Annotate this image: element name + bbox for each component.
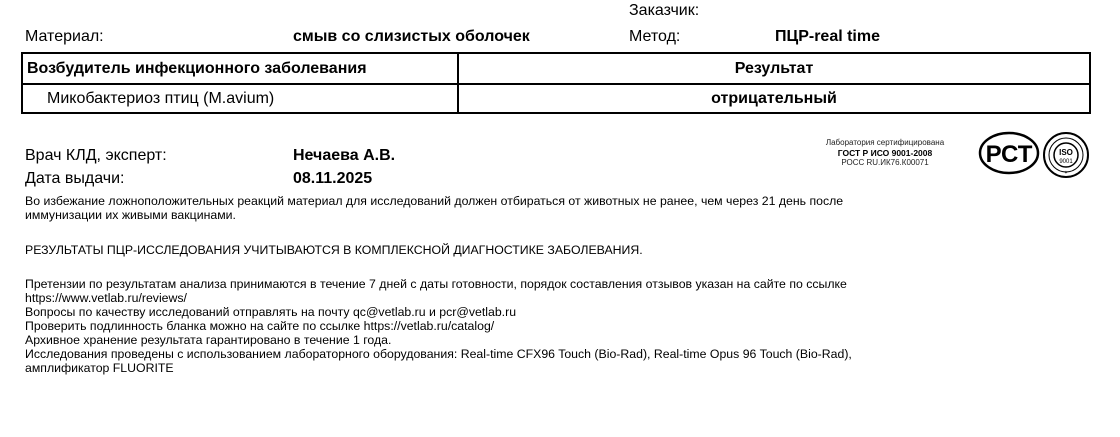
- pct-logo-icon: [978, 131, 1040, 175]
- pcr-notice: РЕЗУЛЬТАТЫ ПЦР-ИССЛЕДОВАНИЯ УЧИТЫВАЮТСЯ В КОМПЛЕКСНОЙ ДИАГНОСТИКЕ ЗАБОЛЕВАНИЯ.: [25, 243, 643, 257]
- svg-text:РСТ: РСТ: [985, 141, 1033, 168]
- certification-line-3: РОСС RU.ИК76.К00071: [841, 158, 929, 167]
- claims-note-line-2: https://www.vetlab.ru/reviews/: [25, 291, 187, 305]
- table-row: [22, 84, 1090, 113]
- footer-notes: [25, 277, 852, 375]
- claims-note-line-1: Претензии по результатам анализа принимаются в течение 7 дней с даты готовности, порядок составления отзывов указан на сайте по ссылке: [25, 277, 847, 291]
- iso-9001-logo-icon: [1042, 131, 1090, 179]
- material-label: Материал:: [25, 28, 104, 45]
- table-header-row: [22, 53, 1090, 84]
- doctor-label: Врач КЛД, эксперт:: [25, 147, 167, 164]
- method-value: ПЦР-real time: [775, 28, 880, 45]
- issue-date-value: 08.11.2025: [293, 170, 373, 187]
- result-cell: отрицательный: [458, 84, 1090, 113]
- results-table: [21, 52, 1091, 114]
- certification-text: [790, 138, 980, 168]
- material-value: смыв со слизистых оболочек: [293, 28, 530, 45]
- verify-note: Проверить подлинность бланка можно на сайте по ссылке https://vetlab.ru/catalog/: [25, 319, 495, 333]
- certification-line-2: ГОСТ Р ИСО 9001-2008: [837, 148, 933, 158]
- svg-text:ISO: ISO: [1059, 148, 1073, 157]
- equipment-note-line-2: амплификатор FLUORITE: [25, 361, 174, 375]
- quality-note: Вопросы по качеству исследований отправлять на почту qc@vetlab.ru и pcr@vetlab.ru: [25, 305, 517, 319]
- issue-date-label: Дата выдачи:: [25, 170, 125, 187]
- immunization-note: [25, 194, 843, 222]
- immunization-note-line-1: Во избежание ложноположительных реакций материал для исследований должен отбираться от животных не ранее, чем через 21 день после: [25, 194, 844, 208]
- svg-text:9001: 9001: [1059, 159, 1073, 165]
- pathogen-cell: Микобактериоз птиц (M.avium): [22, 84, 458, 113]
- column-header-result: Результат: [458, 53, 1090, 84]
- doctor-name: Нечаева А.В.: [293, 147, 396, 164]
- method-label: Метод:: [629, 28, 681, 45]
- column-header-pathogen: Возбудитель инфекционного заболевания: [22, 53, 458, 84]
- customer-label: Заказчик:: [629, 2, 700, 19]
- svg-text:✦: ✦: [1063, 170, 1069, 176]
- certification-line-1: Лаборатория сертифицирована: [825, 138, 945, 147]
- immunization-note-line-2: иммунизации их живыми вакцинами.: [25, 208, 236, 222]
- equipment-note-line-1: Исследования проведены с использованием лабораторного оборудования: Real-time CFX96 Touch (Bio-Rad), Real-time Opus 96 Touch (Bio-Rad),: [25, 347, 852, 361]
- archive-note: Архивное хранение результата гарантировано в течение 1 года.: [25, 333, 392, 347]
